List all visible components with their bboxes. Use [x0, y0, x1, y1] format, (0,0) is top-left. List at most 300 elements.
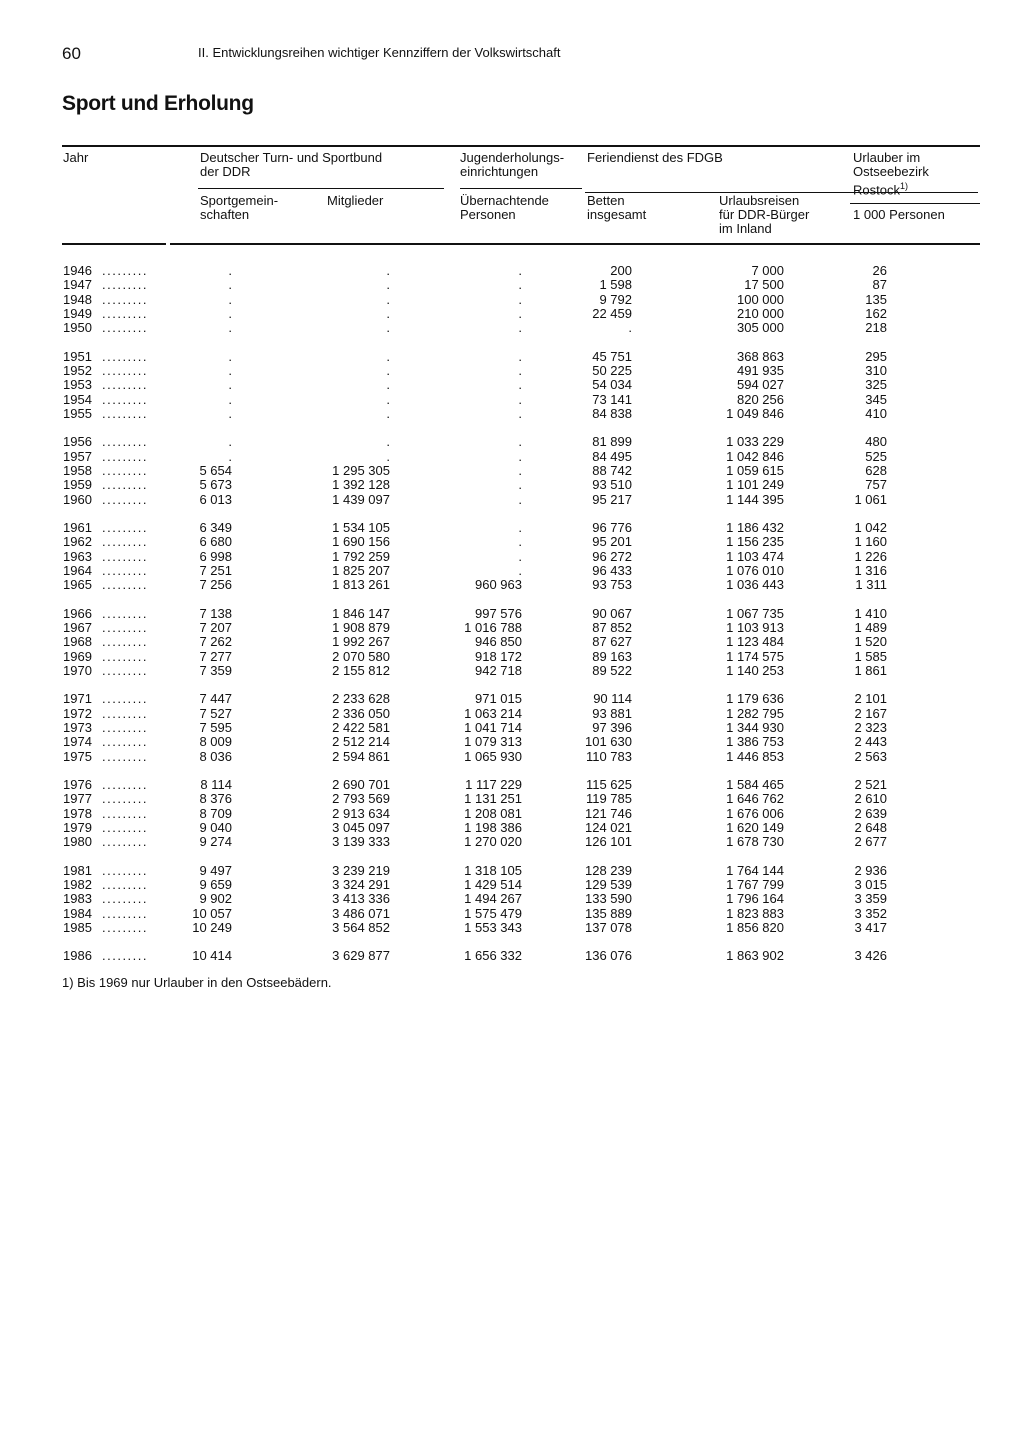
cell-uebernachtende: 1 016 788 [464, 620, 522, 635]
table-header-bottom-rule-left [62, 243, 166, 245]
cell-uebernachtende: . [518, 548, 522, 564]
cell-mitglieder: 3 324 291 [332, 877, 390, 892]
header-betten [587, 194, 646, 222]
cell-betten: 88 742 [592, 462, 632, 478]
table-row [0, 735, 1024, 749]
cell-sportgemeinschaften: . [228, 277, 232, 293]
cell-ostsee: 2 323 [854, 720, 887, 735]
cell-betten: 110 783 [585, 748, 632, 764]
table-row [0, 350, 1024, 364]
cell-betten: 133 590 [585, 891, 632, 907]
cell-sportgemeinschaften: . [228, 305, 232, 321]
leader-dots: ......... [102, 263, 149, 278]
cell-uebernachtende: . [518, 305, 522, 321]
cell-sportgemeinschaften: 9 902 [199, 891, 232, 907]
cell-betten: 22 459 [592, 305, 632, 321]
cell-uebernachtende: 1 208 081 [464, 805, 522, 821]
cell-sportgemeinschaften: 9 659 [199, 877, 232, 892]
cell-urlaubsreisen: 1 042 846 [726, 448, 784, 464]
table-row [0, 892, 1024, 906]
header-jugend [460, 151, 564, 179]
cell-urlaubsreisen: 1 036 443 [726, 577, 784, 593]
cell-uebernachtende: . [518, 477, 522, 493]
table-row [0, 864, 1024, 878]
cell-ostsee: 1 410 [854, 605, 887, 621]
table-row [0, 835, 1024, 849]
cell-year: 1960 [63, 491, 92, 507]
cell-mitglieder: 1 392 128 [332, 477, 390, 493]
cell-urlaubsreisen: 1 144 395 [726, 491, 784, 507]
cell-mitglieder: 2 422 581 [332, 720, 390, 735]
table-row [0, 464, 1024, 478]
cell-uebernachtende: 971 015 [475, 691, 522, 707]
cell-year: 1981 [63, 862, 92, 878]
cell-urlaubsreisen: 1 156 235 [726, 534, 784, 550]
cell-betten: . [628, 320, 632, 336]
cell-betten: 84 495 [592, 448, 632, 464]
table-row [0, 307, 1024, 321]
header-uebernachtende-line2: Personen [460, 207, 516, 222]
leader-dots: ......... [102, 891, 149, 907]
cell-year: 1974 [63, 734, 92, 750]
header-uebernachtende-line1: Übernachtende [460, 193, 549, 208]
table-row [0, 821, 1024, 835]
cell-mitglieder: 1 439 097 [332, 491, 390, 507]
cell-betten: 137 078 [585, 919, 632, 935]
table-row [0, 664, 1024, 678]
cell-betten: 96 776 [592, 520, 632, 535]
cell-urlaubsreisen: 1 174 575 [726, 648, 784, 664]
cell-sportgemeinschaften: . [228, 391, 232, 407]
cell-ostsee: 2 167 [854, 705, 887, 721]
cell-sportgemeinschaften: 7 138 [199, 605, 232, 621]
header-ostsee-line3 [853, 179, 929, 197]
header-ostsee [853, 151, 929, 197]
table-row [0, 407, 1024, 421]
cell-ostsee: 1 520 [854, 634, 887, 650]
cell-year: 1965 [63, 577, 92, 593]
cell-mitglieder: 1 534 105 [332, 520, 390, 535]
cell-mitglieder: 1 908 879 [332, 620, 390, 635]
table-row [0, 450, 1024, 464]
cell-uebernachtende: . [518, 348, 522, 364]
leader-dots: ......... [102, 391, 149, 407]
leader-dots: ......... [102, 462, 149, 478]
cell-urlaubsreisen: 1 344 930 [726, 720, 784, 735]
cell-sportgemeinschaften: . [228, 348, 232, 364]
cell-sportgemeinschaften: 7 251 [199, 562, 232, 578]
cell-sportgemeinschaften: 8 709 [199, 805, 232, 821]
cell-betten: 119 785 [585, 791, 632, 807]
cell-mitglieder: 2 155 812 [332, 662, 390, 678]
cell-ostsee: 2 443 [854, 734, 887, 750]
leader-dots: ......... [102, 605, 149, 621]
cell-urlaubsreisen: 1 059 615 [726, 462, 784, 478]
cell-betten: 93 753 [592, 577, 632, 593]
cell-urlaubsreisen: 17 500 [744, 277, 784, 293]
cell-urlaubsreisen: 820 256 [737, 391, 784, 407]
cell-betten: 9 792 [599, 291, 632, 307]
cell-uebernachtende: . [518, 520, 522, 535]
cell-mitglieder: 2 233 628 [332, 691, 390, 707]
cell-year: 1958 [63, 462, 92, 478]
cell-year: 1956 [63, 434, 92, 450]
cell-year: 1976 [63, 777, 92, 793]
table-row [0, 607, 1024, 621]
cell-ostsee: 757 [865, 477, 887, 493]
leader-dots: ......... [102, 877, 149, 892]
table-row [0, 949, 1024, 963]
leader-dots: ......... [102, 548, 149, 564]
cell-ostsee: 325 [865, 377, 887, 393]
cell-urlaubsreisen: 1 101 249 [726, 477, 784, 493]
cell-year: 1950 [63, 320, 92, 336]
cell-sportgemeinschaften: . [228, 320, 232, 336]
cell-mitglieder: . [386, 320, 390, 336]
header-betten-line1: Betten [587, 193, 625, 208]
cell-sportgemeinschaften: 7 256 [199, 577, 232, 593]
header-urlaubsreisen-line1: Urlaubsreisen [719, 193, 800, 208]
cell-betten: 54 034 [592, 377, 632, 393]
cell-mitglieder: 3 139 333 [332, 834, 390, 850]
cell-mitglieder: . [386, 405, 390, 421]
cell-ostsee: 2 521 [854, 777, 887, 793]
table-row [0, 578, 1024, 592]
cell-ostsee: 3 352 [854, 905, 887, 921]
cell-sportgemeinschaften: 6 998 [199, 548, 232, 564]
leader-dots: ......... [102, 291, 149, 307]
cell-ostsee: 1 061 [854, 491, 887, 507]
cell-sportgemeinschaften: . [228, 263, 232, 278]
table-row [0, 878, 1024, 892]
table-row [0, 521, 1024, 535]
table-row [0, 750, 1024, 764]
cell-ostsee: 3 426 [854, 948, 887, 964]
leader-dots: ......... [102, 705, 149, 721]
cell-sportgemeinschaften: 10 057 [192, 905, 232, 921]
cell-sportgemeinschaften: 7 207 [199, 620, 232, 635]
header-urlaubsreisen-line2: für DDR-Bürger [719, 207, 810, 222]
table-row [0, 807, 1024, 821]
leader-dots: ......... [102, 448, 149, 464]
cell-uebernachtende: . [518, 363, 522, 378]
cell-sportgemeinschaften: . [228, 377, 232, 393]
cell-urlaubsreisen: 1 186 432 [726, 520, 784, 535]
cell-mitglieder: . [386, 291, 390, 307]
cell-year: 1962 [63, 534, 92, 550]
table-top-rule [62, 145, 980, 147]
cell-betten: 97 396 [592, 720, 632, 735]
header-dtsb-line2: der DDR [200, 164, 251, 179]
cell-year: 1986 [63, 948, 92, 964]
cell-year: 1975 [63, 748, 92, 764]
cell-ostsee: 2 648 [854, 819, 887, 835]
cell-uebernachtende: 1 494 267 [464, 891, 522, 907]
cell-ostsee: 2 610 [854, 791, 887, 807]
cell-mitglieder: 2 793 569 [332, 791, 390, 807]
cell-uebernachtende: 960 963 [475, 577, 522, 593]
cell-urlaubsreisen: 1 103 913 [726, 620, 784, 635]
cell-uebernachtende: 997 576 [475, 605, 522, 621]
cell-uebernachtende: . [518, 434, 522, 450]
cell-betten: 95 201 [592, 534, 632, 550]
leader-dots: ......... [102, 919, 149, 935]
cell-betten: 1 598 [599, 277, 632, 293]
cell-ostsee: 218 [865, 320, 887, 336]
cell-betten: 45 751 [592, 348, 632, 364]
leader-dots: ......... [102, 377, 149, 393]
cell-uebernachtende: . [518, 320, 522, 336]
cell-urlaubsreisen: 1 767 799 [726, 877, 784, 892]
table-row [0, 792, 1024, 806]
cell-uebernachtende: . [518, 491, 522, 507]
cell-betten: 96 272 [592, 548, 632, 564]
header-ostsee-line1: Urlauber im [853, 150, 921, 165]
table-row [0, 535, 1024, 549]
cell-urlaubsreisen: 210 000 [737, 305, 784, 321]
cell-ostsee: 410 [865, 405, 887, 421]
cell-mitglieder: . [386, 263, 390, 278]
table-row [0, 721, 1024, 735]
cell-year: 1949 [63, 305, 92, 321]
cell-ostsee: 135 [865, 291, 887, 307]
cell-year: 1961 [63, 520, 92, 535]
table-row [0, 550, 1024, 564]
cell-betten: 50 225 [592, 363, 632, 378]
cell-year: 1982 [63, 877, 92, 892]
cell-year: 1948 [63, 291, 92, 307]
leader-dots: ......... [102, 662, 149, 678]
cell-uebernachtende: . [518, 562, 522, 578]
cell-sportgemeinschaften: 7 262 [199, 634, 232, 650]
header-jahr: Jahr [63, 150, 89, 165]
leader-dots: ......... [102, 405, 149, 421]
header-ostsee-line2: Ostseebezirk [853, 164, 929, 179]
cell-urlaubsreisen: 1 823 883 [726, 905, 784, 921]
cell-urlaubsreisen: 1 678 730 [726, 834, 784, 850]
table-header-bottom-rule-right [170, 243, 980, 245]
cell-mitglieder: . [386, 391, 390, 407]
leader-dots: ......... [102, 777, 149, 793]
cell-sportgemeinschaften: . [228, 448, 232, 464]
header-sportgemeinschaften [200, 194, 278, 222]
leader-dots: ......... [102, 320, 149, 336]
cell-urlaubsreisen: 1 140 253 [726, 662, 784, 678]
table-row [0, 435, 1024, 449]
cell-sportgemeinschaften: 7 359 [199, 662, 232, 678]
cell-urlaubsreisen: 1 033 229 [726, 434, 784, 450]
cell-ostsee: 295 [865, 348, 887, 364]
cell-year: 1963 [63, 548, 92, 564]
leader-dots: ......... [102, 305, 149, 321]
cell-uebernachtende: 1 131 251 [464, 791, 522, 807]
cell-ostsee: 1 316 [854, 562, 887, 578]
cell-betten: 135 889 [585, 905, 632, 921]
header-betten-line2: insgesamt [587, 207, 647, 222]
cell-sportgemeinschaften: . [228, 291, 232, 307]
cell-mitglieder: 3 045 097 [332, 819, 390, 835]
cell-mitglieder: . [386, 377, 390, 393]
leader-dots: ......... [102, 363, 149, 378]
cell-sportgemeinschaften: 6 680 [199, 534, 232, 550]
cell-ostsee: 2 101 [854, 691, 887, 707]
footnote: 1) Bis 1969 nur Urlauber in den Ostseebädern. [62, 975, 332, 990]
cell-year: 1957 [63, 448, 92, 464]
cell-mitglieder: 3 564 852 [332, 919, 390, 935]
header-mitglieder: Mitglieder [327, 193, 384, 208]
leader-dots: ......... [102, 520, 149, 535]
header-jugend-line1: Jugenderholungs- [460, 150, 565, 165]
table-row [0, 278, 1024, 292]
leader-dots: ......... [102, 905, 149, 921]
cell-uebernachtende: 942 718 [475, 662, 522, 678]
cell-year: 1984 [63, 905, 92, 921]
cell-sportgemeinschaften: 7 595 [199, 720, 232, 735]
cell-mitglieder: 2 594 861 [332, 748, 390, 764]
cell-betten: 84 838 [592, 405, 632, 421]
cell-betten: 129 539 [585, 877, 632, 892]
footnote-marker: 1) [899, 181, 908, 191]
cell-ostsee: 525 [865, 448, 887, 464]
cell-year: 1970 [63, 662, 92, 678]
cell-year: 1966 [63, 605, 92, 621]
cell-betten: 136 076 [585, 948, 632, 964]
cell-urlaubsreisen: 1 856 820 [726, 919, 784, 935]
cell-urlaubsreisen: 1 103 474 [726, 548, 784, 564]
cell-ostsee: 87 [872, 277, 887, 293]
leader-dots: ......... [102, 734, 149, 750]
cell-sportgemeinschaften: 5 673 [199, 477, 232, 493]
cell-uebernachtende: 918 172 [475, 648, 522, 664]
running-head: II. Entwicklungsreihen wichtiger Kennziffern der Volkswirtschaft [198, 45, 561, 60]
cell-uebernachtende: 1 198 386 [464, 819, 522, 835]
cell-uebernachtende: 1 429 514 [464, 877, 522, 892]
cell-year: 1946 [63, 263, 92, 278]
cell-sportgemeinschaften: 5 654 [199, 462, 232, 478]
cell-sportgemeinschaften: 10 414 [192, 948, 232, 964]
cell-sportgemeinschaften: 8 009 [199, 734, 232, 750]
cell-mitglieder: 1 295 305 [332, 462, 390, 478]
header-einheit: 1 000 Personen [853, 207, 945, 222]
cell-mitglieder: . [386, 277, 390, 293]
cell-urlaubsreisen: 1 764 144 [726, 862, 784, 878]
cell-mitglieder: 3 486 071 [332, 905, 390, 921]
cell-mitglieder: . [386, 348, 390, 364]
rule-ostsee [850, 203, 980, 204]
cell-uebernachtende: . [518, 534, 522, 550]
cell-mitglieder: 1 846 147 [332, 605, 390, 621]
cell-mitglieder: 2 913 634 [332, 805, 390, 821]
cell-urlaubsreisen: 1 796 164 [726, 891, 784, 907]
cell-year: 1955 [63, 405, 92, 421]
header-urlaubsreisen-line3: im Inland [719, 221, 772, 236]
header-urlaubsreisen [719, 194, 809, 236]
cell-uebernachtende: . [518, 263, 522, 278]
cell-year: 1977 [63, 791, 92, 807]
cell-uebernachtende: . [518, 405, 522, 421]
cell-year: 1980 [63, 834, 92, 850]
cell-urlaubsreisen: 1 179 636 [726, 691, 784, 707]
cell-uebernachtende: . [518, 377, 522, 393]
header-jugend-line2: einrichtungen [460, 164, 539, 179]
cell-year: 1969 [63, 648, 92, 664]
cell-sportgemeinschaften: 9 274 [199, 834, 232, 850]
cell-urlaubsreisen: 1 049 846 [726, 405, 784, 421]
cell-mitglieder: 2 512 214 [332, 734, 390, 750]
cell-sportgemeinschaften: 6 349 [199, 520, 232, 535]
cell-sportgemeinschaften: 9 040 [199, 819, 232, 835]
table-row [0, 264, 1024, 278]
cell-mitglieder: 3 629 877 [332, 948, 390, 964]
cell-sportgemeinschaften: 9 497 [199, 862, 232, 878]
cell-urlaubsreisen: 1 067 735 [726, 605, 784, 621]
cell-uebernachtende: . [518, 462, 522, 478]
cell-sportgemeinschaften: . [228, 405, 232, 421]
header-sportgemeinschaften-line2: schaften [200, 207, 250, 222]
cell-uebernachtende: 1 656 332 [464, 948, 522, 964]
cell-mitglieder: . [386, 448, 390, 464]
leader-dots: ......... [102, 805, 149, 821]
cell-ostsee: 1 585 [854, 648, 887, 664]
cell-sportgemeinschaften: 8 376 [199, 791, 232, 807]
cell-sportgemeinschaften: 6 013 [199, 491, 232, 507]
cell-betten: 87 627 [592, 634, 632, 650]
table-row [0, 621, 1024, 635]
table-row [0, 650, 1024, 664]
rule-dtsb [198, 188, 444, 189]
cell-urlaubsreisen: 1 386 753 [726, 734, 784, 750]
cell-betten: 90 114 [593, 691, 632, 707]
cell-year: 1964 [63, 562, 92, 578]
cell-year: 1985 [63, 919, 92, 935]
cell-ostsee: 310 [865, 363, 887, 378]
leader-dots: ......... [102, 434, 149, 450]
cell-betten: 87 852 [592, 620, 632, 635]
cell-urlaubsreisen: 1 123 484 [726, 634, 784, 650]
cell-mitglieder: 1 992 267 [332, 634, 390, 650]
cell-year: 1968 [63, 634, 92, 650]
cell-betten: 93 510 [592, 477, 632, 493]
cell-year: 1983 [63, 891, 92, 907]
leader-dots: ......... [102, 534, 149, 550]
cell-uebernachtende: . [518, 291, 522, 307]
table-row [0, 907, 1024, 921]
cell-ostsee: 3 359 [854, 891, 887, 907]
cell-uebernachtende: 1 065 930 [464, 748, 522, 764]
cell-betten: 89 163 [592, 648, 632, 664]
cell-ostsee: 2 677 [854, 834, 887, 850]
cell-year: 1967 [63, 620, 92, 635]
cell-uebernachtende: . [518, 277, 522, 293]
cell-mitglieder: 3 413 336 [332, 891, 390, 907]
cell-urlaubsreisen: 7 000 [751, 263, 784, 278]
cell-urlaubsreisen: 305 000 [737, 320, 784, 336]
cell-sportgemeinschaften: 7 527 [199, 705, 232, 721]
cell-betten: 95 217 [592, 491, 632, 507]
cell-ostsee: 345 [865, 391, 887, 407]
cell-year: 1954 [63, 391, 92, 407]
cell-year: 1953 [63, 377, 92, 393]
cell-ostsee: 26 [872, 263, 887, 278]
cell-year: 1978 [63, 805, 92, 821]
leader-dots: ......... [102, 748, 149, 764]
cell-year: 1959 [63, 477, 92, 493]
cell-uebernachtende: 1 117 229 [465, 777, 522, 793]
cell-sportgemeinschaften: 8 036 [199, 748, 232, 764]
rule-jugend [460, 188, 582, 189]
cell-ostsee: 1 489 [854, 620, 887, 635]
cell-mitglieder: 2 690 701 [332, 777, 390, 793]
